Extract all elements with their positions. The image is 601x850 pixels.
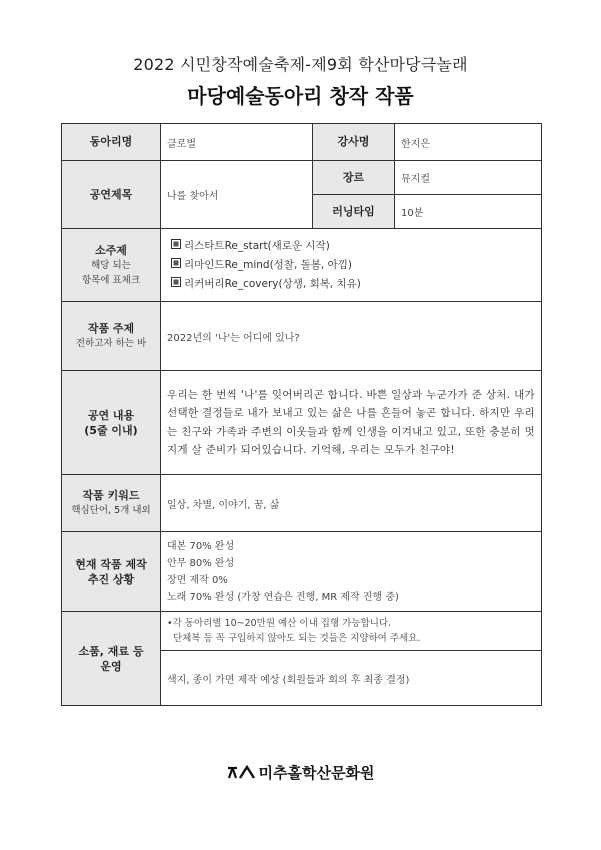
checkbox-icon[interactable] [171, 258, 181, 268]
progress-item: 대본 70% 완성 [167, 540, 235, 552]
row-theme [62, 302, 542, 371]
progress-label-cell [62, 532, 161, 612]
subtheme-label-cell [62, 229, 161, 302]
subtheme-option-restart[interactable] [171, 237, 531, 256]
running-time-label-cell [313, 195, 395, 229]
theme-label: 작품 주제 [87, 322, 135, 335]
document-title: 2022 시민창작예술축제-제9회 학산마당극놀래 [133, 55, 468, 74]
genre-label-cell [313, 161, 395, 195]
props-note-uniform: 단체복 등 꼭 구입하지 않아도 되는 것들은 지양하여 주세요. [173, 633, 421, 644]
subtheme-options-cell [161, 229, 542, 302]
row-props-notes [62, 612, 542, 651]
performance-title-value: 나를 찾아서 [161, 161, 313, 229]
organization-name: 미추홀학산문화원 [258, 764, 375, 782]
subtheme-option-label: 리스타트Re_start(새로운 시작) [184, 239, 330, 252]
content-label: 공연 내용 [87, 408, 135, 422]
instructor-value: 한지은 [395, 124, 542, 161]
theme-label-cell [62, 302, 161, 371]
progress-label: 현재 작품 제작 [75, 557, 147, 571]
performance-title-label: 공연제목 [89, 187, 133, 201]
running-time-value: 10분 [395, 195, 542, 229]
genre-label: 장르 [342, 170, 365, 184]
subtheme-option-label: 리커버리Re_covery(상생, 회복, 치유) [184, 277, 361, 290]
subtheme-label: 소주제 [95, 243, 127, 257]
row-title-genre [62, 161, 542, 195]
keywords-label-cell [62, 475, 161, 532]
club-value: 클로벌 [161, 124, 313, 161]
row-progress [62, 532, 542, 612]
keywords-label: 작품 키워드 [82, 489, 140, 502]
theme-value: 2022년의 '나'는 어디에 있나? [161, 302, 542, 371]
running-time-label: 러닝타임 [332, 204, 375, 218]
row-keywords [62, 475, 542, 532]
document-subtitle: 마당예술동아리 창작 작품 [187, 84, 414, 108]
progress-sublabel: 추진 상황 [87, 572, 135, 586]
performance-title-label-cell [62, 161, 161, 229]
instructor-label: 강사명 [337, 135, 370, 148]
checkbox-icon[interactable] [171, 239, 181, 249]
props-label-cell [62, 612, 161, 706]
row-content [62, 371, 542, 475]
theme-sublabel: 전하고자 하는 바 [75, 338, 147, 349]
props-notes-cell [161, 612, 542, 651]
progress-item: 장면 제작 0% [167, 574, 228, 586]
row-subtheme [62, 229, 542, 302]
subtheme-option-remind[interactable] [171, 256, 531, 275]
progress-list [167, 538, 535, 606]
progress-list-cell [161, 532, 542, 612]
application-form-table [61, 123, 542, 706]
checkbox-icon[interactable] [171, 277, 181, 287]
content-value: 우리는 한 번씩 '나'를 잊어버리곤 합니다. 바쁜 일상과 누군가가 준 상처. 내가 선택한 결정들로 내가 보내고 있는 삶은 나를 흔들어 놓곤 합니다. 하지만 우리는 친구와 가족과 주변의 이웃들과 함께 인생을 이겨내고 있고, 또한 충분히 멋지게 살 준비가 되어있습니다. 기억해, 우리는 모두가 친구야! [161, 371, 542, 475]
club-label: 동아리명 [89, 135, 133, 148]
content-label-cell [62, 371, 161, 475]
props-value: 색지, 종이 가면 제작 예상 (회원들과 회의 후 최종 결정) [161, 651, 542, 706]
genre-value: 뮤지컬 [395, 161, 542, 195]
instructor-label-cell [313, 124, 395, 161]
props-note-budget: •각 동아리별 10~20만원 예산 이내 집행 가능합니다. [167, 618, 392, 629]
subtheme-sublabel-1: 해당 되는 [91, 259, 131, 271]
subtheme-option-recovery[interactable] [171, 275, 531, 294]
subtheme-sublabel-2: 항목에 표체크 [81, 274, 141, 286]
props-label: 소품, 재료 등 [78, 644, 144, 658]
row-club [62, 124, 542, 161]
progress-item: 노래 70% 완성 (가창 연습은 진행, MR 제작 진행 중) [167, 591, 399, 603]
subtheme-option-label: 리마인드Re_mind(성찰, 돌봄, 아낌) [184, 258, 352, 271]
content-sublabel: (5줄 이내) [84, 423, 138, 437]
progress-item: 안무 80% 완성 [167, 557, 235, 569]
footer-organization [0, 762, 601, 784]
keywords-value: 일상, 차별, 이야기, 꿈, 삶 [161, 475, 542, 532]
club-label-cell [62, 124, 161, 161]
organization-logo-icon [227, 764, 257, 784]
props-sublabel: 운영 [100, 659, 122, 673]
keywords-sublabel: 핵심단어, 5개 내외 [71, 505, 151, 516]
